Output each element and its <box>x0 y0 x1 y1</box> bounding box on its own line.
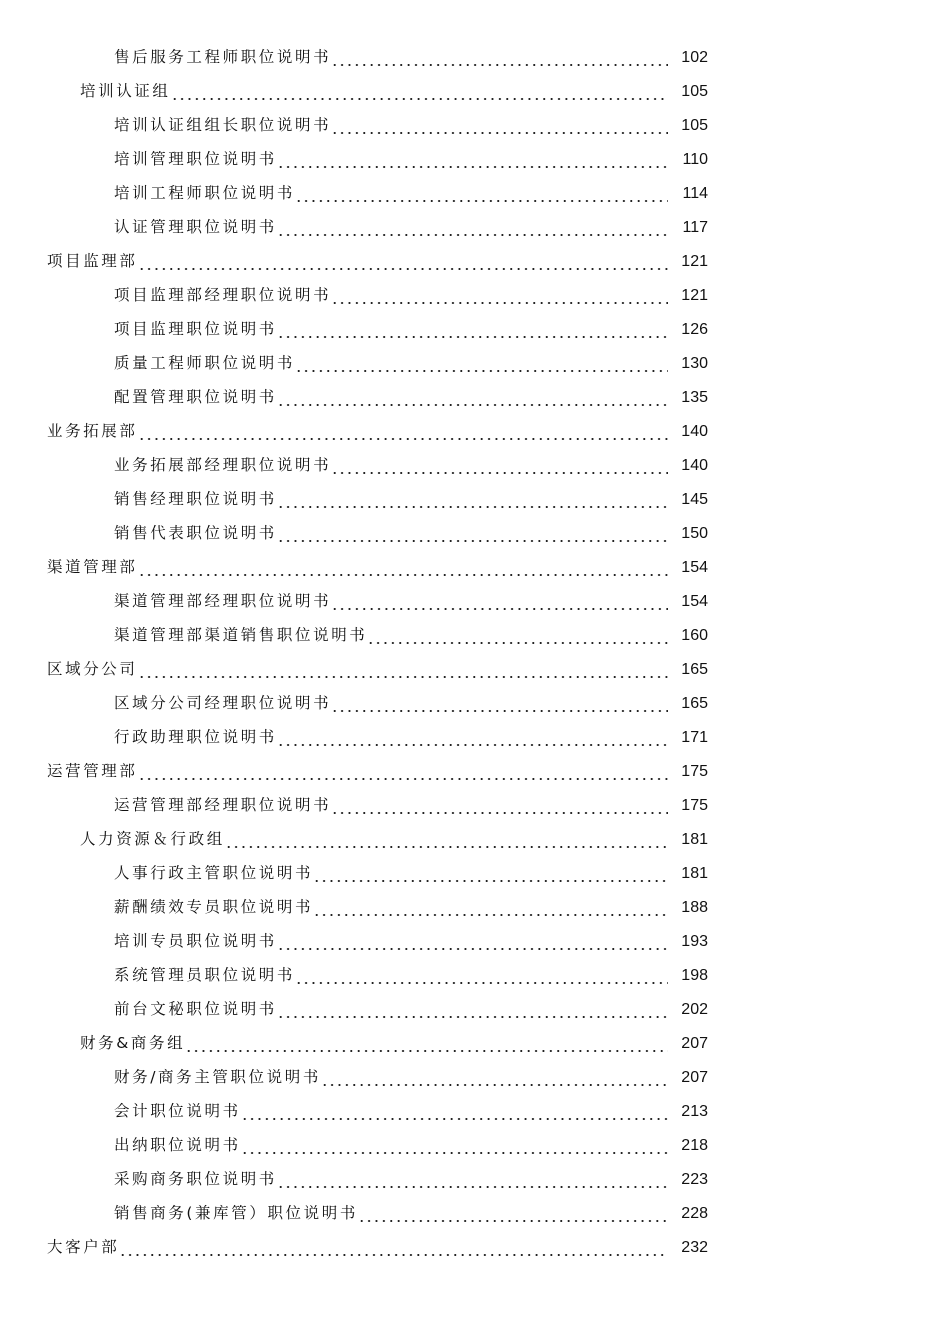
toc-entry-page-number[interactable]: 175 <box>681 797 708 814</box>
toc-entry-title[interactable]: 项目监理职位说明书 <box>114 320 277 339</box>
toc-entry[interactable] <box>0 449 950 483</box>
toc-entry[interactable] <box>0 755 950 789</box>
toc-entry[interactable] <box>0 415 950 449</box>
toc-entry-title[interactable]: 运营管理部 <box>47 762 138 781</box>
toc-entry[interactable] <box>0 1027 950 1061</box>
dot-leader <box>277 495 668 509</box>
toc-entry-title[interactable]: 项目监理部经理职位说明书 <box>114 286 332 305</box>
toc-entry-page-number[interactable]: 110 <box>682 151 708 168</box>
toc-entry-page-number[interactable]: 207 <box>681 1035 708 1052</box>
dot-leader <box>277 937 668 951</box>
toc-entry[interactable] <box>0 75 950 109</box>
dot-leader <box>138 427 668 441</box>
toc-entry-page-number[interactable]: 121 <box>681 253 708 270</box>
toc-entry[interactable] <box>0 347 950 381</box>
dot-leader <box>171 87 668 101</box>
toc-entry-title[interactable]: 系统管理员职位说明书 <box>114 966 296 985</box>
toc-entry[interactable] <box>0 823 950 857</box>
toc-entry[interactable] <box>0 1197 950 1231</box>
toc-entry-page-number[interactable]: 165 <box>681 661 708 678</box>
toc-entry[interactable] <box>0 721 950 755</box>
toc-entry-title[interactable]: 质量工程师职位说明书 <box>114 354 296 373</box>
dot-leader <box>277 1175 668 1189</box>
dot-leader <box>313 869 668 883</box>
dot-leader <box>138 665 668 679</box>
toc-entry-title[interactable]: 培训工程师职位说明书 <box>114 184 296 203</box>
toc-entry-title[interactable]: 财务/商务主管职位说明书 <box>114 1068 321 1087</box>
toc-entry[interactable] <box>0 653 950 687</box>
toc-entry-page-number[interactable]: 150 <box>681 525 708 542</box>
dot-leader <box>185 1039 668 1053</box>
dot-leader <box>331 291 668 305</box>
dot-leader <box>331 53 668 67</box>
toc-entry[interactable] <box>0 891 950 925</box>
dot-leader <box>277 733 668 747</box>
toc-entry-title[interactable]: 采购商务职位说明书 <box>114 1170 277 1189</box>
toc-entry-title[interactable]: 培训认证组 <box>80 82 171 101</box>
dot-leader <box>138 767 668 781</box>
toc-entry-title[interactable]: 区域分公司 <box>47 660 138 679</box>
dot-leader <box>277 1005 668 1019</box>
dot-leader <box>295 359 668 373</box>
toc-entry-page-number[interactable]: 175 <box>681 763 708 780</box>
toc-entry-page-number[interactable]: 154 <box>681 559 708 576</box>
toc-entry-title[interactable]: 销售经理职位说明书 <box>114 490 277 509</box>
toc-entry-page-number[interactable]: 105 <box>681 117 708 134</box>
toc-entry-title[interactable]: 运营管理部经理职位说明书 <box>114 796 332 815</box>
toc-entry-title[interactable]: 前台文秘职位说明书 <box>114 1000 277 1019</box>
toc-entry-page-number[interactable]: 114 <box>682 185 708 202</box>
toc-entry[interactable] <box>0 143 950 177</box>
toc-entry-page-number[interactable]: 121 <box>681 287 708 304</box>
dot-leader <box>277 223 668 237</box>
toc-entry[interactable] <box>0 211 950 245</box>
dot-leader <box>241 1141 668 1155</box>
toc-entry-title[interactable]: 培训认证组组长职位说明书 <box>114 116 332 135</box>
toc-entry-page-number[interactable]: 130 <box>681 355 708 372</box>
toc-entry-page-number[interactable]: 198 <box>681 967 708 984</box>
toc-entry-page-number[interactable]: 140 <box>681 423 708 440</box>
toc-entry-page-number[interactable]: 126 <box>681 321 708 338</box>
dot-leader <box>331 801 668 815</box>
toc-entry-title[interactable]: 渠道管理部 <box>47 558 138 577</box>
toc-entry-title[interactable]: 人力资源＆行政组 <box>80 830 225 849</box>
toc-entry-page-number[interactable]: 202 <box>681 1001 708 1018</box>
toc-entry[interactable] <box>0 993 950 1027</box>
toc-entry-page-number[interactable]: 160 <box>681 627 708 644</box>
toc-entry-page-number[interactable]: 181 <box>681 831 708 848</box>
dot-leader <box>277 393 668 407</box>
toc-entry-page-number[interactable]: 232 <box>681 1239 708 1256</box>
dot-leader <box>277 155 668 169</box>
toc-entry-page-number[interactable]: 218 <box>681 1137 708 1154</box>
toc-entry[interactable] <box>0 245 950 279</box>
dot-leader <box>367 631 668 645</box>
toc-entry[interactable] <box>0 177 950 211</box>
dot-leader <box>295 971 668 985</box>
toc-entry[interactable] <box>0 925 950 959</box>
toc-entry[interactable] <box>0 1061 950 1095</box>
toc-entry[interactable] <box>0 517 950 551</box>
dot-leader <box>331 597 668 611</box>
toc-entry-title[interactable]: 会计职位说明书 <box>114 1102 241 1121</box>
toc-entry-title[interactable]: 销售商务(兼库管）职位说明书 <box>114 1204 358 1223</box>
toc-entry[interactable] <box>0 1129 950 1163</box>
dot-leader <box>331 699 668 713</box>
toc-entry-page-number[interactable]: 207 <box>681 1069 708 1086</box>
toc-entry-title[interactable]: 出纳职位说明书 <box>114 1136 241 1155</box>
dot-leader <box>277 325 668 339</box>
dot-leader <box>138 563 668 577</box>
toc-entry-page-number[interactable]: 145 <box>681 491 708 508</box>
toc-entry-title[interactable]: 项目监理部 <box>47 252 138 271</box>
toc-entry-title[interactable]: 销售代表职位说明书 <box>114 524 277 543</box>
toc-entry[interactable] <box>0 551 950 585</box>
toc-entry-title[interactable]: 行政助理职位说明书 <box>114 728 277 747</box>
toc-entry-title[interactable]: 人事行政主管职位说明书 <box>114 864 314 883</box>
toc-entry[interactable] <box>0 959 950 993</box>
dot-leader <box>138 257 668 271</box>
toc-entry-title[interactable]: 售后服务工程师职位说明书 <box>114 48 332 67</box>
toc-entry-title[interactable]: 认证管理职位说明书 <box>114 218 277 237</box>
toc-entry[interactable] <box>0 1163 950 1197</box>
toc-entry-page-number[interactable]: 171 <box>681 729 708 746</box>
toc-entry-page-number[interactable]: 223 <box>681 1171 708 1188</box>
dot-leader <box>331 461 668 475</box>
toc-entry[interactable] <box>0 857 950 891</box>
toc-entry-page-number[interactable]: 105 <box>681 83 708 100</box>
toc-entry-title[interactable]: 渠道管理部经理职位说明书 <box>114 592 332 611</box>
dot-leader <box>358 1209 668 1223</box>
toc-entry-title[interactable]: 财务&商务组 <box>80 1034 186 1053</box>
dot-leader <box>331 121 668 135</box>
toc-entry-title[interactable]: 培训专员职位说明书 <box>114 932 277 951</box>
toc-entry-page-number[interactable]: 165 <box>681 695 708 712</box>
toc-entry-page-number[interactable]: 188 <box>681 899 708 916</box>
toc-entry-page-number[interactable]: 154 <box>681 593 708 610</box>
toc-entry[interactable] <box>0 789 950 823</box>
toc-entry[interactable] <box>0 41 950 75</box>
toc-entry[interactable] <box>0 687 950 721</box>
toc-entry-page-number[interactable]: 181 <box>681 865 708 882</box>
dot-leader <box>321 1073 668 1087</box>
dot-leader <box>295 189 668 203</box>
toc-entry-title[interactable]: 薪酬绩效专员职位说明书 <box>114 898 314 917</box>
toc-entry[interactable] <box>0 381 950 415</box>
toc-entry-title[interactable]: 区域分公司经理职位说明书 <box>114 694 332 713</box>
dot-leader <box>277 529 668 543</box>
dot-leader <box>225 835 668 849</box>
toc-entry[interactable] <box>0 483 950 517</box>
toc-entry[interactable] <box>0 1231 950 1265</box>
toc-entry[interactable] <box>0 1095 950 1129</box>
toc-entry-page-number[interactable]: 117 <box>682 219 708 236</box>
toc-entry-page-number[interactable]: 140 <box>681 457 708 474</box>
toc-entry[interactable] <box>0 109 950 143</box>
toc-entry-page-number[interactable]: 228 <box>681 1205 708 1222</box>
toc-entry[interactable] <box>0 585 950 619</box>
toc-entry-title[interactable]: 大客户部 <box>47 1238 120 1257</box>
toc-entry-title[interactable]: 业务拓展部 <box>47 422 138 441</box>
dot-leader <box>241 1107 668 1121</box>
toc-entry-page-number[interactable]: 135 <box>681 389 708 406</box>
dot-leader <box>119 1243 668 1257</box>
dot-leader <box>313 903 668 917</box>
toc-entry-page-number[interactable]: 213 <box>681 1103 708 1120</box>
table-of-contents <box>0 41 950 1265</box>
toc-entry[interactable] <box>0 279 950 313</box>
toc-entry-title[interactable]: 渠道管理部渠道销售职位说明书 <box>114 626 368 645</box>
toc-entry-title[interactable]: 培训管理职位说明书 <box>114 150 277 169</box>
toc-entry-page-number[interactable]: 102 <box>681 49 708 66</box>
toc-entry-page-number[interactable]: 193 <box>681 933 708 950</box>
toc-entry-title[interactable]: 业务拓展部经理职位说明书 <box>114 456 332 475</box>
toc-entry-title[interactable]: 配置管理职位说明书 <box>114 388 277 407</box>
toc-entry[interactable] <box>0 313 950 347</box>
toc-entry[interactable] <box>0 619 950 653</box>
